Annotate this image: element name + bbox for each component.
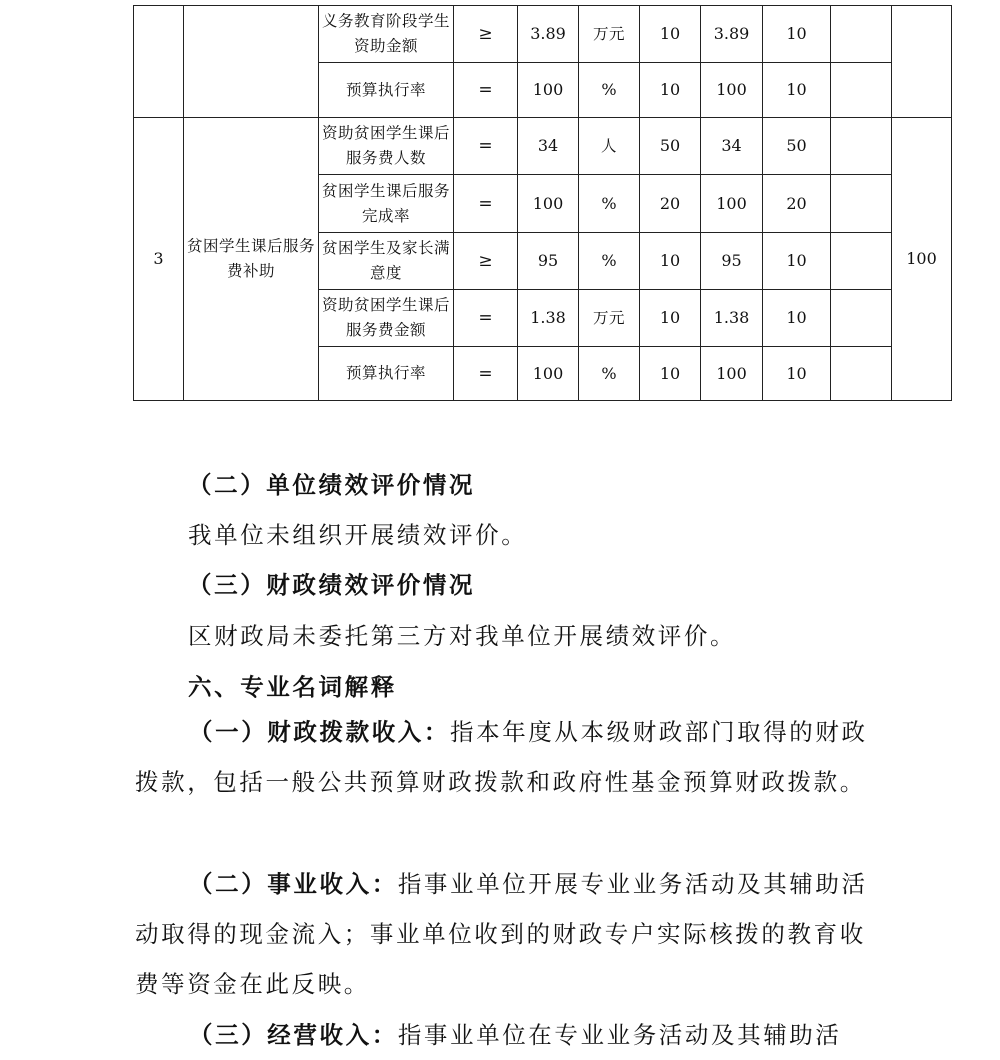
project-cell: 贫困学生课后服务费补助 xyxy=(184,118,319,401)
glossary-text: 指事业单位在专业业务活动及其辅助活 xyxy=(397,1021,842,1049)
actual-cell: 34 xyxy=(701,118,763,175)
fiscal-eval-body: 区财政局未委托第三方对我单位开展绩效评价。 xyxy=(188,622,737,650)
score-cell: 50 xyxy=(763,118,831,175)
score-cell: 10 xyxy=(763,6,831,63)
operator-cell: = xyxy=(454,175,518,233)
target-cell: 100 xyxy=(518,175,579,233)
unit-eval-body: 我单位未组织开展绩效评价。 xyxy=(188,521,528,549)
operator-cell: ≥ xyxy=(454,6,518,63)
glossary-term: （二）事业收入： xyxy=(189,870,398,898)
unit-cell: % xyxy=(579,233,640,290)
glossary-text: 指事业单位开展专业业务活动及其辅助活动取得的现金流入；事业单位收到的财政专户实际核拨的教育收费等资金在此反映。 xyxy=(135,870,868,998)
performance-indicator-table xyxy=(133,5,952,401)
score-cell: 10 xyxy=(763,347,831,401)
index-cell: 3 xyxy=(134,118,184,401)
operator-cell: = xyxy=(454,63,518,118)
target-cell: 3.89 xyxy=(518,6,579,63)
unit-cell: 万元 xyxy=(579,6,640,63)
glossary-text: 指本年度从本级财政部门取得的财政拨款，包括一般公共预算财政拨款和政府性基金预算财政拨款。 xyxy=(135,718,868,796)
operator-cell: ≥ xyxy=(454,233,518,290)
target-cell: 1.38 xyxy=(518,290,579,347)
glossary-entry xyxy=(135,859,881,1009)
note-cell xyxy=(831,63,892,118)
weight-cell: 10 xyxy=(640,6,701,63)
unit-cell: % xyxy=(579,63,640,118)
score-cell: 20 xyxy=(763,175,831,233)
operator-cell: = xyxy=(454,118,518,175)
glossary-term: （三）经营收入： xyxy=(189,1021,398,1049)
target-cell: 34 xyxy=(518,118,579,175)
actual-cell: 1.38 xyxy=(701,290,763,347)
fiscal-eval-heading: （三）财政绩效评价情况 xyxy=(188,571,476,599)
weight-cell: 10 xyxy=(640,233,701,290)
glossary-entry xyxy=(135,707,881,807)
indicator-cell: 贫困学生课后服务完成率 xyxy=(319,175,454,233)
operator-cell: = xyxy=(454,290,518,347)
unit-cell: % xyxy=(579,347,640,401)
actual-cell: 95 xyxy=(701,233,763,290)
score-cell: 10 xyxy=(763,233,831,290)
weight-cell: 10 xyxy=(640,290,701,347)
actual-cell: 100 xyxy=(701,347,763,401)
note-cell xyxy=(831,233,892,290)
note-cell xyxy=(831,118,892,175)
indicator-cell: 预算执行率 xyxy=(319,63,454,118)
glossary-heading: 六、专业名词解释 xyxy=(188,673,397,701)
actual-cell: 100 xyxy=(701,175,763,233)
indicator-cell: 资助贫困学生课后服务费金额 xyxy=(319,290,454,347)
index-cell xyxy=(134,6,184,118)
score-cell: 10 xyxy=(763,290,831,347)
indicator-cell: 资助贫困学生课后服务费人数 xyxy=(319,118,454,175)
target-cell: 100 xyxy=(518,347,579,401)
actual-cell: 3.89 xyxy=(701,6,763,63)
weight-cell: 50 xyxy=(640,118,701,175)
weight-cell: 10 xyxy=(640,347,701,401)
indicator-cell: 义务教育阶段学生资助金额 xyxy=(319,6,454,63)
total-cell xyxy=(892,6,952,118)
glossary-term: （一）财政拨款收入： xyxy=(189,718,450,746)
actual-cell: 100 xyxy=(701,63,763,118)
unit-cell: 万元 xyxy=(579,290,640,347)
unit-eval-heading: （二）单位绩效评价情况 xyxy=(188,471,476,499)
note-cell xyxy=(831,175,892,233)
unit-cell: % xyxy=(579,175,640,233)
unit-cell: 人 xyxy=(579,118,640,175)
note-cell xyxy=(831,290,892,347)
project-cell xyxy=(184,6,319,118)
weight-cell: 10 xyxy=(640,63,701,118)
target-cell: 100 xyxy=(518,63,579,118)
target-cell: 95 xyxy=(518,233,579,290)
weight-cell: 20 xyxy=(640,175,701,233)
note-cell xyxy=(831,347,892,401)
table-row xyxy=(134,118,952,175)
total-cell: 100 xyxy=(892,118,952,401)
score-cell: 10 xyxy=(763,63,831,118)
table-row xyxy=(134,6,952,63)
indicator-cell: 贫困学生及家长满意度 xyxy=(319,233,454,290)
note-cell xyxy=(831,6,892,63)
indicator-cell: 预算执行率 xyxy=(319,347,454,401)
operator-cell: = xyxy=(454,347,518,401)
